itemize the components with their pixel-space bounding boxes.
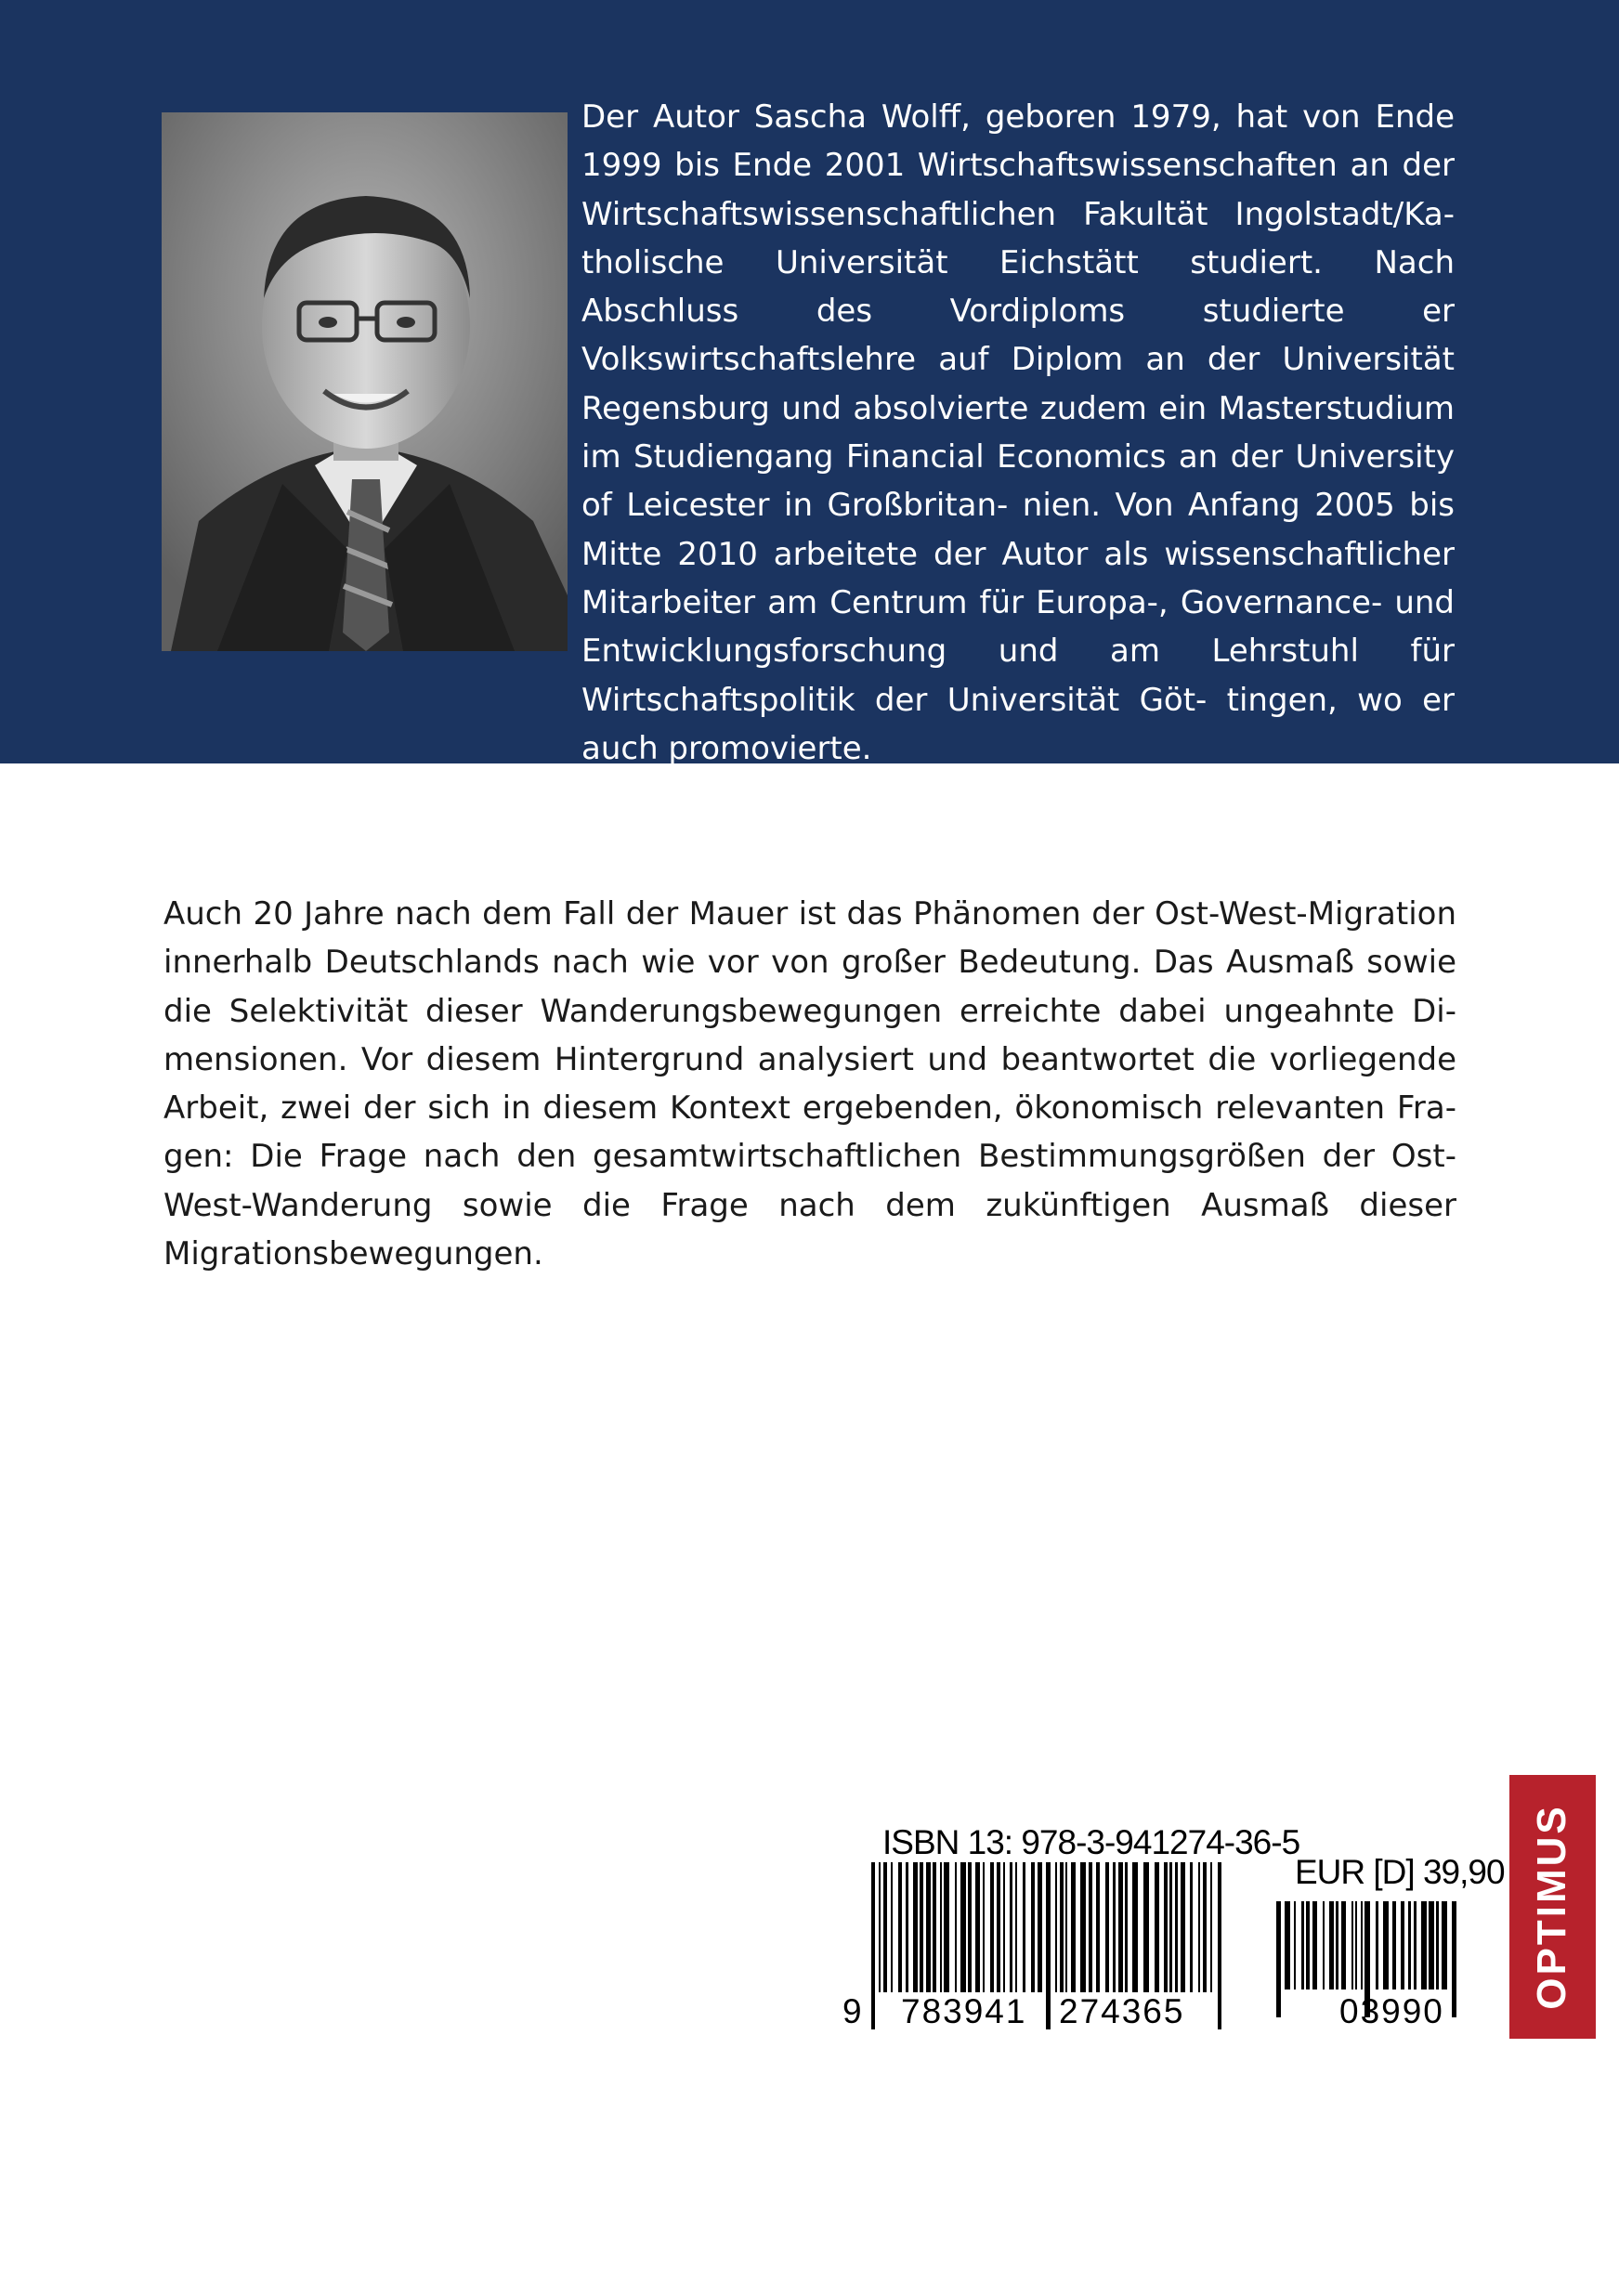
blurb-line: gen: Die Frage nach den gesamtwirtschaftlichen Bestimmungsgrößen der Ost- [163,1138,1456,1176]
bio-line: 1999 bis Ende 2001 Wirtschaftswissenschaften an der [581,147,1455,185]
bio-line: Diplom an der Universität Regensburg und absolvierte [581,341,1456,427]
addon-digits: 03990 [1339,1992,1444,2030]
book-blurb [163,890,1456,1278]
bio-line: Europa-, Governance- und Entwicklungsforschung und [581,583,1455,671]
blurb-line: mensionen. Vor diesem Hintergrund analysiert und beantwortet die vorliegende [163,1040,1456,1078]
blurb-line: die Selektivität dieser Wanderungsbewegungen erreichte dabei ungeahnte Di- [163,992,1456,1030]
blurb-line: Arbeit, zwei der sich in diesem Kontext ergebenden, ökonomisch relevanten Fra- [163,1089,1456,1128]
blurb-line: innerhalb Deutschlands nach wie vor von großer Bedeutung. Das Ausmaß sowie [163,944,1456,982]
bio-line: zudem ein Masterstudium im Studiengang Financial [581,389,1455,476]
blurb-line: Auch 20 Jahre nach dem Fall der Mauer ist das Phänomen der Ost-West-Migration [163,895,1456,933]
barcode-digits-left: 783941 [901,1992,1027,2030]
bio-line: tingen, wo er auch promovierte. [581,681,1455,767]
bio-line: des Vordiploms studierte er Volkswirtschaftslehre auf [581,293,1456,379]
barcode-digits-right: 274365 [1059,1992,1185,2030]
author-bio [581,93,1455,773]
publisher-logo: OPTIMUS [1529,1804,1574,2010]
bio-line: nien. Von Anfang 2005 bis Mitte 2010 arbeitete der [581,487,1456,573]
bio-line: am Lehrstuhl für Wirtschaftspolitik der Universität Göt- [581,633,1455,719]
portrait-icon [162,112,568,651]
bio-line: Wirtschaftswissenschaftlichen Fakultät Ingolstadt/Ka- [581,195,1455,233]
author-portrait-image [162,112,568,651]
bio-line: Economics an der University of Leicester in Großbritan- [581,438,1456,525]
isbn-label: ISBN 13: 978-3-941274-36-5 [882,1823,1300,1861]
bio-line: tholische Universität Eichstätt studiert. Nach Abschluss [581,243,1455,331]
bio-line: Autor als wissenschaftlicher Mitarbeiter am Centrum für [581,535,1455,621]
author-panel [0,0,1619,767]
bio-line: Der Autor Sascha Wolff, geboren 1979, hat von Ende [581,98,1455,136]
barcode-digit-prefix: 9 [842,1992,864,2030]
blurb-line: Migrationsbewegungen. [163,1235,543,1273]
blurb-line: West-Wanderung sowie die Frage nach dem zukünftigen Ausmaß dieser [163,1186,1456,1224]
price-label: EUR [D] 39,90 [1295,1853,1505,1891]
